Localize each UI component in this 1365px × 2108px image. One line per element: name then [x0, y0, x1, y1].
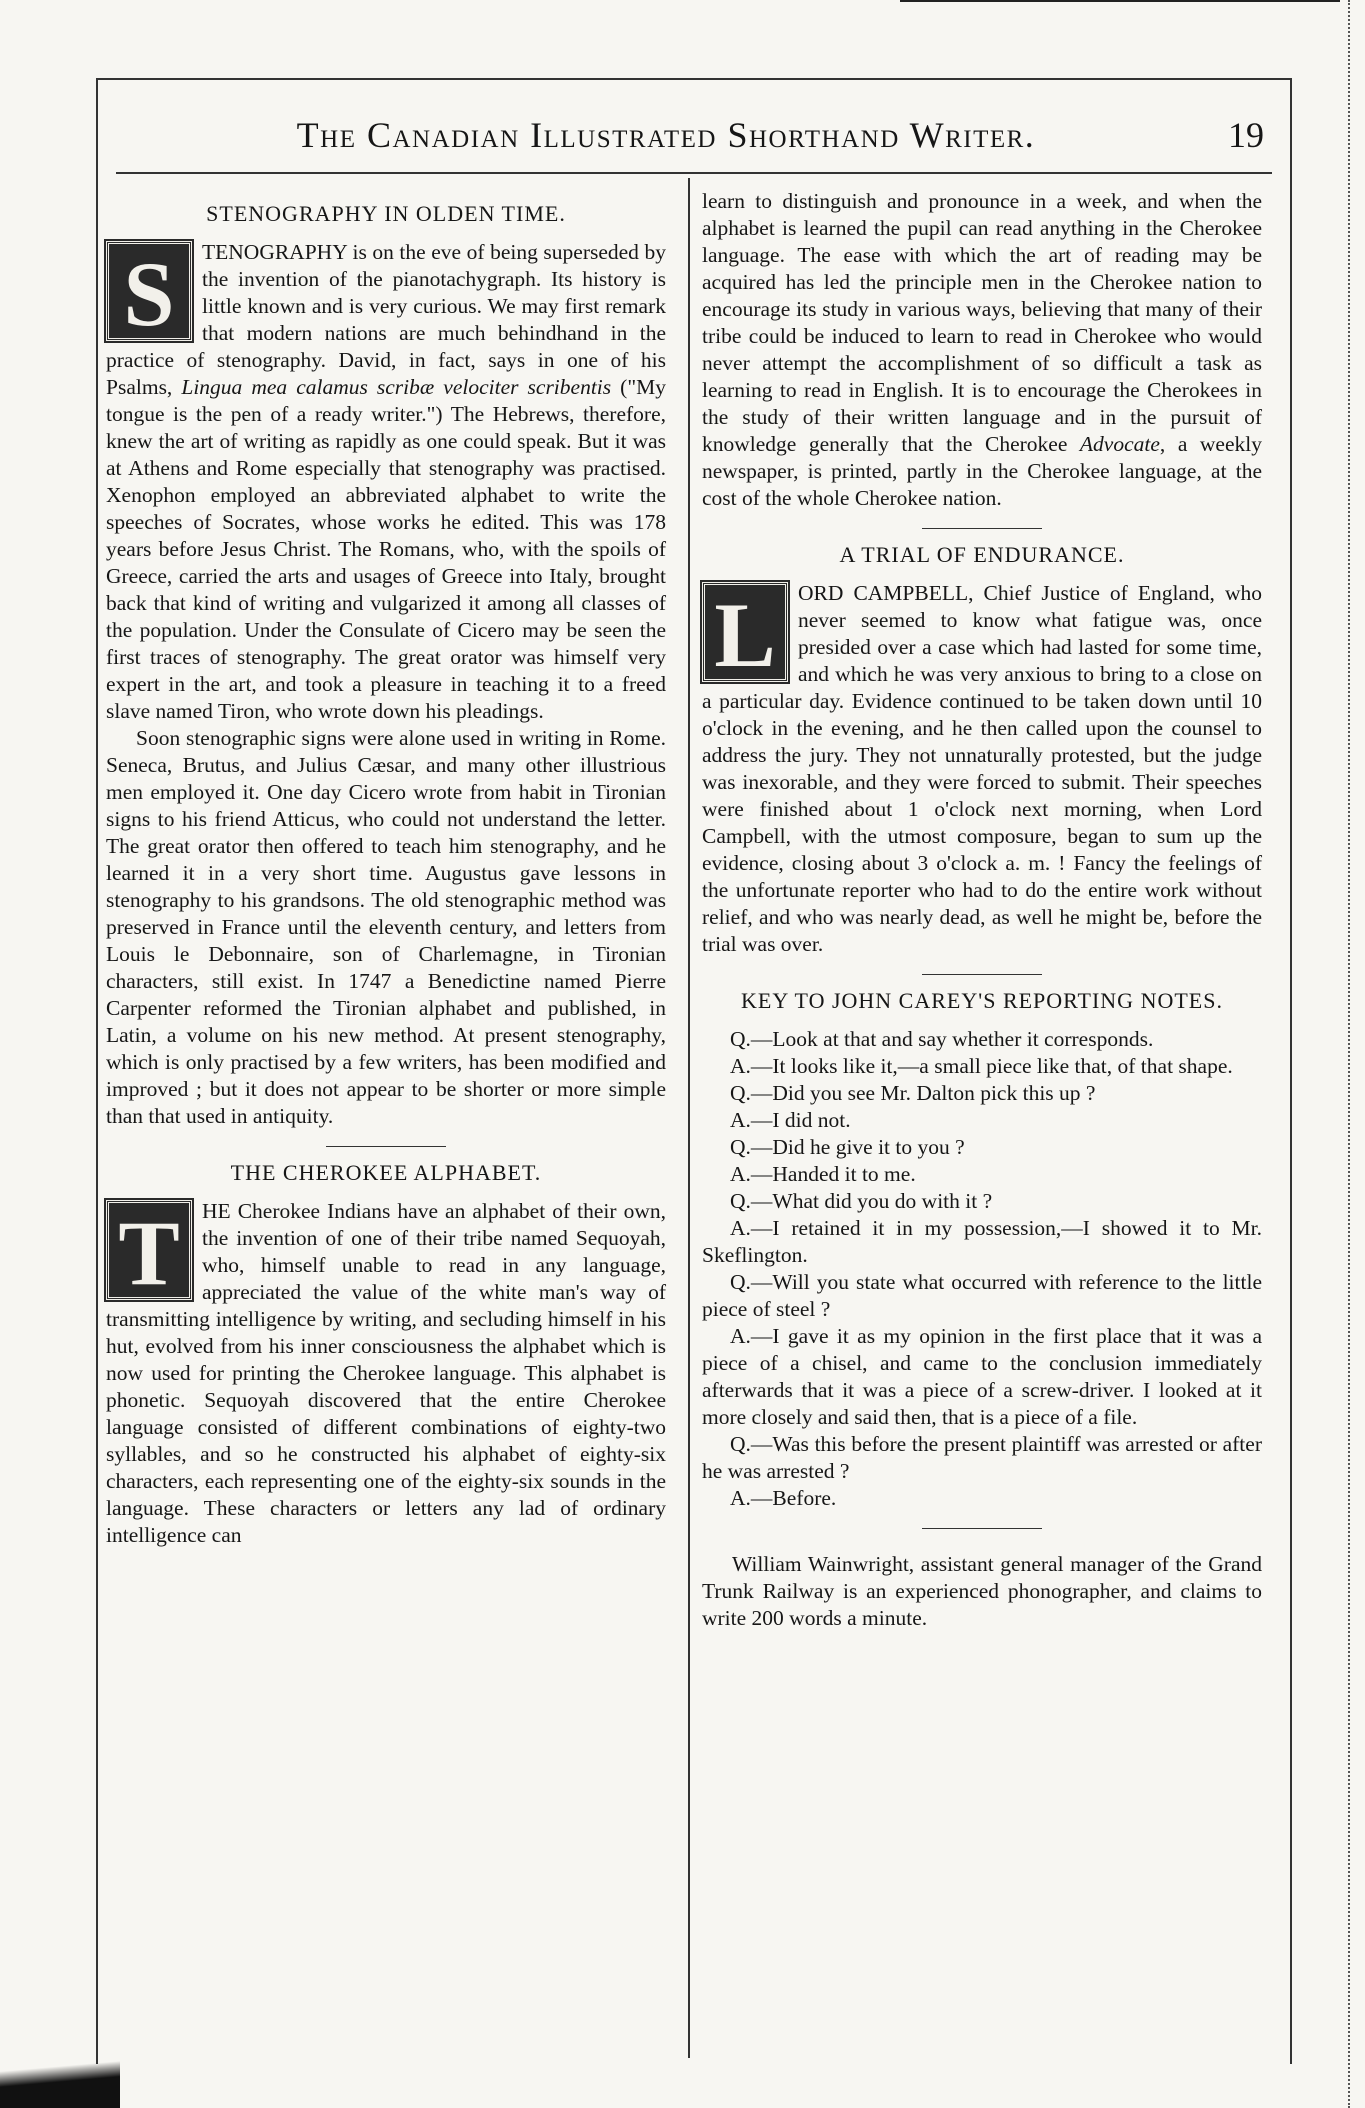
latin-quote: Lingua mea calamus scribæ velociter scribentis	[181, 375, 612, 399]
article-endurance	[702, 541, 1262, 958]
section-divider	[922, 1528, 1042, 1529]
paragraph-text: learn to distinguish and pronounce in a week, and when the alphabet is learned the pupil can read anything in the Cherokee language. The ease with which the art of reading may be acquired has led the principle men in the Cherokee nation to encourage its study in various ways, believing that many of their tribe could be induced to learn to read in Cherokee who would never attempt the accomplishment of so difficult a task as learning to read in English. It is to encourage the Cherokees in the study of their written language and in the pursuit of knowledge generally that the Cherokee	[702, 189, 1262, 456]
qa-line: A.—I did not.	[730, 1108, 851, 1132]
right-column	[702, 188, 1262, 1632]
left-column	[106, 188, 666, 1549]
dropcap-l-ornament: L	[702, 582, 788, 682]
article-title: STENOGRAPHY IN OLDEN TIME.	[206, 201, 566, 226]
article-paragraph: Soon stenographic signs were alone used in writing in Rome. Seneca, Brutus, and Julius Cæsar, and many other illustrious men employed it. One day Cicero wrote from habit in Tironian signs to his friend Atticus, who could not understand the letter. The great orator then offered to teach him stenography, and he learned it in a very short time. Augustus gave lessons in stenography to his grandsons. The old stenographic method was preserved in France until the eleventh century, and letters from Louis le Debonnaire, son of Charlemagne, in Tironian characters, still exist. In 1747 a Benedictine named Pierre Carpenter reformed the Tironian alphabet and published, in Latin, a volume on his new method. At present stenography, which is only practised by a few writers, has been modified and improved ; but it does not appear to be shorter or more simple than that used in antiquity.	[106, 726, 666, 1128]
qa-line: Q.—Did you see Mr. Dalton pick this up ?	[730, 1081, 1096, 1105]
header-rule	[116, 172, 1272, 174]
frame-left-rule	[96, 78, 98, 2064]
qa-line: Q.—What did you do with it ?	[730, 1189, 993, 1213]
article-paragraph	[702, 580, 1262, 958]
qa-line: Q.—Will you state what occurred with reference to the little piece of steel ?	[702, 1270, 1262, 1321]
paragraph-text: ORD CAMPBELL, Chief Justice of England, who never seemed to know what fatigue was, once presided over a case which had lasted for some time, and which he was very anxious to bring to a close on a particular day. Evidence continued to be taken down until 10 o'clock in the evening, and he then called upon the counsel to address the jury. They not unnaturally protested, but the judge was inexorable, and they were forced to submit. Their speeches were finished about 1 o'clock next morning, when Lord Campbell, with the utmost composure, began to sum up the evidence, closing about 3 o'clock a. m. ! Fancy the feelings of the unfortunate reporter who had to do the entire work without relief, and who was nearly dead, as well he might be, before the trial was over.	[702, 581, 1262, 956]
article-paragraph	[106, 239, 666, 725]
paragraph-text: , a weekly newspaper, is printed, partly in the Cherokee language, at the cost of the whole Cherokee nation.	[702, 432, 1262, 510]
article-cherokee	[106, 1159, 666, 1549]
article-carey	[702, 987, 1262, 1512]
dropcap-t-ornament: T	[106, 1200, 192, 1300]
scan-right-edge	[1348, 0, 1350, 2108]
paragraph-text: HE Cherokee Indians have an alphabet of their own, the invention of one of their tribe named Sequoyah, who, himself unable to read in any language, appreciated the value of the white man's way of transmitting intelligence by writing, and secluding himself in his hut, evolved from his inner consciousness the alphabet which is now used for printing the Cherokee language. This alphabet is phonetic. Sequoyah discovered that the entire Cherokee language consisted of different combinations of eighty-two syllables, and so he constructed his alphabet of eighty-six characters, each representing one of the eighty-six sounds in the language. These characters or letters any lad of ordinary intelligence can	[106, 1199, 666, 1547]
qa-line: A.—I gave it as my opinion in the first place that it was a piece of a chisel, and came to the conclusion immediately afterwards that it was a piece of a screw-driver. I looked at it more closely and said then, that is a piece of a file.	[702, 1324, 1262, 1429]
article-title: THE CHEROKEE ALPHABET.	[230, 1160, 542, 1185]
page	[96, 78, 1292, 2064]
qa-line: Q.—Was this before the present plaintiff was arrested or after he was arrested ?	[702, 1432, 1262, 1483]
frame-right-rule	[1290, 78, 1292, 2064]
page-header	[96, 114, 1292, 174]
dropcap-s-ornament: S	[106, 241, 192, 341]
article-stenography	[106, 200, 666, 1130]
wainwright-note: William Wainwright, assistant general manager of the Grand Trunk Railway is an experienced phonographer, and claims to write 200 words a minute.	[702, 1552, 1262, 1630]
qa-line: A.—I retained it in my possession,—I showed it to Mr. Skeflington.	[702, 1216, 1262, 1267]
qa-line: Q.—Look at that and say whether it corresponds.	[730, 1027, 1154, 1051]
page-number: 19	[1228, 115, 1264, 155]
qa-line: Q.—Did he give it to you ?	[730, 1135, 965, 1159]
qa-line: A.—Before.	[730, 1486, 837, 1510]
article-title: A TRIAL OF ENDURANCE.	[839, 542, 1125, 567]
section-divider	[922, 974, 1042, 975]
column-rule	[688, 178, 690, 2058]
article-paragraph	[106, 1198, 666, 1549]
paragraph-text: TENOGRAPHY is on the eve of being superseded by the invention of the pianotachygraph. Its history is little known and is very curious. We may first remark that modern nations are much behindhand in the practice of stenography. David, in fact, says in one of his Psalms,	[106, 240, 666, 399]
newspaper-name: Advocate	[1079, 432, 1160, 456]
scan-corner-shadow	[0, 2040, 120, 2108]
running-title: The Canadian Illustrated Shorthand Writer.	[296, 115, 1036, 155]
qa-line: A.—It looks like it,—a small piece like that, of that shape.	[730, 1054, 1233, 1078]
scan-top-line	[900, 0, 1340, 2]
paragraph-text: ("My tongue is the pen of a ready writer.") The Hebrews, therefore, knew the art of writing as rapidly as one could speak. But it was at Athens and Rome especially that stenography was practised. Xenophon employed an abbreviated alphabet to write the speeches of Socrates, whose works he edited. This was 178 years before Jesus Christ. The Romans, who, with the spoils of Greece, carried the arts and usages of Greece into Italy, brought back that kind of writing and vulgarized it among all classes of the population. Under the Consulate of Cicero may be seen the first traces of stenography. The great orator was himself very expert in the art, and took a pleasure in teaching it to a freed slave named Tiron, who wrote down his pleadings.	[106, 375, 666, 723]
qa-list	[702, 1026, 1262, 1512]
qa-line: A.—Handed it to me.	[730, 1162, 916, 1186]
article-continuation	[702, 188, 1262, 512]
section-divider	[922, 528, 1042, 529]
frame-top-rule	[96, 78, 1292, 80]
section-divider	[326, 1146, 446, 1147]
article-title: KEY TO JOHN CAREY'S REPORTING NOTES.	[741, 988, 1223, 1013]
